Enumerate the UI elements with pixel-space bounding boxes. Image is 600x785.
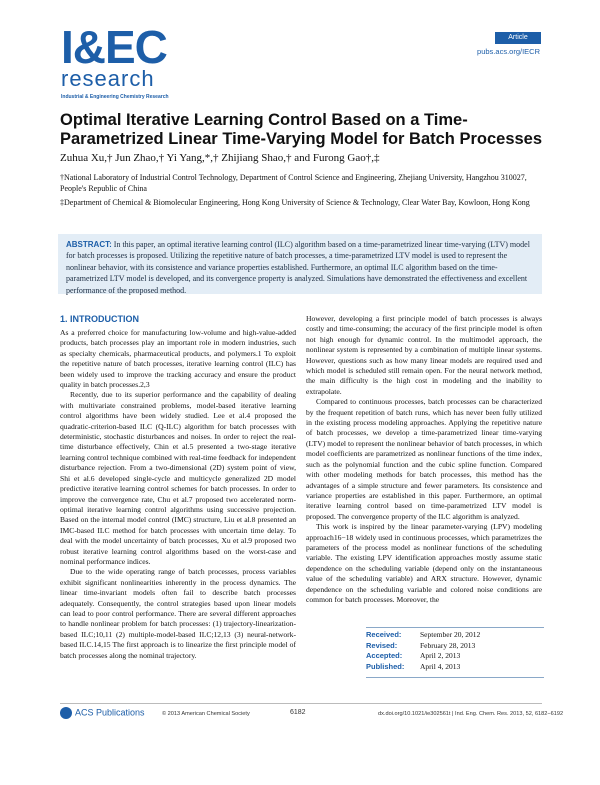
accepted-label: Accepted: [366, 651, 403, 660]
copyright: © 2013 American Chemical Society [162, 711, 250, 717]
publisher-logo [60, 707, 145, 719]
author-list: Zuhua Xu,† Jun Zhao,† Yi Yang,*,† Zhijiang Shao,† and Furong Gao†,‡ [60, 152, 380, 164]
page-number: 6182 [290, 709, 306, 716]
published-date: April 4, 2013 [420, 661, 461, 671]
abstract-text: In this paper, an optimal iterative learning control (ILC) algorithm based on a time-parametrized linear time-varying (LTV) model for batch processes is proposed. Utilizing the repetitive nature of batch processes, a time-parametrized LTV model is used to represent the nonlinear behavior, with its consistence and variance properties established. Furthermore, an optimal ILC algorithm based on the time-parametrized LTV model is developed, and its convergence property is analyzed. Simulations have demonstrated the effectiveness and excellent performance of the proposed method. [66, 240, 530, 295]
received-date: September 20, 2012 [420, 630, 481, 639]
published-label: Published: [366, 661, 405, 671]
section-heading-introduction: 1. INTRODUCTION [60, 314, 140, 324]
paragraph: As a preferred choice for manufacturing low-volume and high-value-added products, batch processes play an important role in modern industries, such as specialty chemicals, pharmaceutical products, and polymers.1 To exploit the repetitive nature of batch processes, iterative learning control (ILC) has been widely used to improve the tracking accuracy and ensure the product quality in batch processes.2,3 [60, 328, 296, 390]
dates-rule-top [366, 627, 544, 628]
right-column [306, 314, 542, 605]
dates-rule-bottom [366, 677, 544, 678]
footer-rule [60, 703, 542, 704]
paragraph: Recently, due to its superior performance and the capability of dealing with multivariate constrained problems, model-based iterative learning control algorithms have been widely studied. Lee et al.4 proposed the quadratic-criterion-based ILC (Q-ILC) algorithm for batch processes with deterministic, stochastic disturbances and noises. In order to reject the real-time disturbance effectively, Chin et al.5 presented a two-stage iterative learning control technique combined with real-time feedback for independent disturbance rejection. From a two-dimensional (2D) system point of view, Shi et al.6 developed single-cycle and multicycle generalized 2D model predictive iterative learning control schemes for batch processes. In order to improve the convergence rate, Chu et al.7 proposed two accelerated norm-optimal iterative learning control algorithms using successive projection. Based on the internal model control (IMC) structure, Liu et al.8 presented an IMC-based ILC method for batch processes with uncertain time delay. To deal with the model uncertainty of batch processes, Xu et al.9 proposed two robust iterative learning control algorithms based on the worst-case and nominal performance indices. [60, 390, 296, 566]
revised-label: Revised: [366, 640, 398, 650]
abstract-label: ABSTRACT: [66, 240, 112, 249]
publication-dates [366, 630, 546, 672]
revised-date: February 28, 2013 [420, 640, 476, 650]
doi-citation[interactable]: dx.doi.org/10.1021/ie302561t | Ind. Eng. Chem. Res. 2013, 52, 6182−6192 [378, 711, 564, 717]
affiliation-2: ‡Department of Chemical & Biomolecular Engineering, Hong Kong University of Science & Technology, Clear Water Bay, Kowloon, Hong Kong [60, 198, 530, 207]
accepted-date: April 2, 2013 [420, 651, 461, 660]
received-label: Received: [366, 630, 402, 639]
affiliation-1: †National Laboratory of Industrial Control Technology, Department of Control Science and Engineering, Zhejiang University, Hangzhou 310027, People's Republic of China [60, 173, 527, 193]
journal-name: Industrial & Engineering Chemistry Research [61, 94, 169, 100]
journal-logo-research: research [61, 66, 155, 91]
acs-icon [60, 707, 72, 719]
publisher-name: ACS Publications [75, 707, 145, 718]
paper-title: Optimal Iterative Learning Control Based on a Time-Parametrized Linear Time-Varying Model for Batch Processes [60, 111, 543, 148]
left-column [60, 328, 296, 661]
paragraph: Due to the wide operating range of batch processes, process variables exhibit significant nonlinearities inherently in the process dynamics. The linear time-invariant models often fail to describe batch processes adequately. Consequently, the control strategies based upon linear models can lead to poor control performance. There are several different approaches to handle nonlinear problem for batch processes: (1) trajectory-linearization-based ILC;10,11 (2) multiple-model-based ILC;12,13 (3) neural-network-based ILC.14,15 The first approach is to linearize the first principle model of batch processes along the nominal trajectory. [60, 567, 296, 660]
article-badge: Article [495, 32, 541, 44]
paragraph: However, developing a first principle model of batch processes is always costly and time-consuming; the accuracy of the first principle model is often not high enough for dynamic control. In the multimodel approach, the nonlinear system is represented by a combination of multiple linear systems. However, questions such as how many linear models are required used and which model is scheduled still remain open. For the neural network method, the main difficulty is the high cost in modeling and the inability to extrapolate. [306, 314, 542, 396]
journal-logo: I&EC [61, 21, 167, 73]
journal-url[interactable]: pubs.acs.org/IECR [477, 47, 540, 56]
paragraph: Compared to continuous processes, batch processes can be characterized by the frequent repetition of batch runs, which has never been fully utilized in the existing process modeling approaches. Applying the repetitive nature of batch processes, we develop a time-parametrized linear time-varying (LTV) model to represent the nonlinear behavior of batch processes, in which model coefficients are parametrized as nonlinear functions of the time index, such as the polynomial function and the cubic spline function. Compared with other modeling methods for batch processes, this method has the advantages of a simple structure and fewer parameters. Its consistence and variance properties are established in this paper. Furthermore, an optimal iterative learning control based on time-parametrized LTV model is proposed. The convergence property of the ILC algorithm is analyzed. [306, 397, 542, 521]
abstract [66, 239, 534, 296]
paragraph: This work is inspired by the linear parameter-varying (LPV) modeling approach16−18 widely used in continuous processes, which parametrizes the parameters of the process model as nonlinear functions of the scheduling variable. The existing LPV identification approaches mostly assume static dependence on the scheduling variable (depend only on the instantaneous value of the scheduling variable) and ARX structure. However, dynamic dependence on the scheduling variable and colored noise conditions are common for batch processes. Moreover, the [306, 522, 542, 604]
